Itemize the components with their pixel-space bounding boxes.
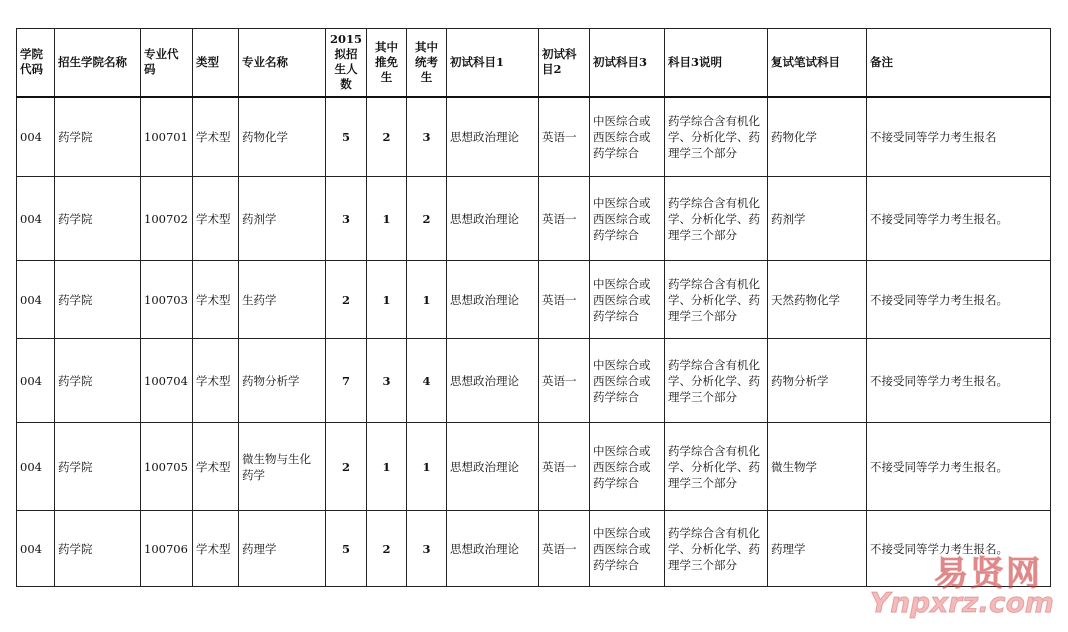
subject3-cell: 中医综合或西医综合或药学综合 (590, 261, 665, 339)
college-code-cell: 004 (17, 511, 55, 587)
major-name-cell: 药物分析学 (239, 339, 326, 423)
major-name-cell: 药物化学 (239, 97, 326, 177)
planned-cell: 5 (326, 511, 367, 587)
table-row (17, 423, 1051, 511)
subject1-cell: 思想政治理论 (447, 511, 539, 587)
major-name-cell: 生药学 (239, 261, 326, 339)
major-code-cell: 100701 (141, 97, 193, 177)
remark-cell: 不接受同等学力考生报名 (867, 97, 1051, 177)
retest-subject-cell: 药物化学 (768, 97, 867, 177)
recommended-cell: 1 (367, 177, 407, 261)
planned-cell: 2 (326, 261, 367, 339)
type-cell: 学术型 (193, 339, 239, 423)
major-code-cell: 100705 (141, 423, 193, 511)
recommended-cell: 2 (367, 97, 407, 177)
remark-cell: 不接受同等学力考生报名。 (867, 423, 1051, 511)
college-name-cell: 药学院 (55, 339, 141, 423)
table-row (17, 339, 1051, 423)
type-cell: 学术型 (193, 97, 239, 177)
table-row (17, 511, 1051, 587)
subject3-cell: 中医综合或西医综合或药学综合 (590, 423, 665, 511)
exam-cell: 3 (407, 511, 447, 587)
subject1-cell: 思想政治理论 (447, 261, 539, 339)
header-college-name: 招生学院名称 (55, 29, 141, 97)
college-name-cell: 药学院 (55, 97, 141, 177)
college-name-cell: 药学院 (55, 511, 141, 587)
major-name-cell: 药剂学 (239, 177, 326, 261)
subject1-cell: 思想政治理论 (447, 339, 539, 423)
exam-cell: 2 (407, 177, 447, 261)
major-code-cell: 100703 (141, 261, 193, 339)
planned-cell: 2 (326, 423, 367, 511)
header-row (17, 29, 1051, 97)
type-cell: 学术型 (193, 261, 239, 339)
type-cell: 学术型 (193, 177, 239, 261)
remark-cell: 不接受同等学力考生报名。 (867, 177, 1051, 261)
recommended-cell: 2 (367, 511, 407, 587)
remark-cell: 不接受同等学力考生报名。 (867, 339, 1051, 423)
college-code-cell: 004 (17, 339, 55, 423)
planned-cell: 7 (326, 339, 367, 423)
planned-cell: 3 (326, 177, 367, 261)
remark-cell: 不接受同等学力考生报名。 (867, 261, 1051, 339)
major-code-cell: 100702 (141, 177, 193, 261)
exam-cell: 1 (407, 261, 447, 339)
college-code-cell: 004 (17, 261, 55, 339)
subject2-cell: 英语一 (539, 261, 590, 339)
admissions-table (16, 28, 1051, 587)
major-name-cell: 微生物与生化药学 (239, 423, 326, 511)
retest-subject-cell: 天然药物化学 (768, 261, 867, 339)
exam-cell: 3 (407, 97, 447, 177)
college-code-cell: 004 (17, 423, 55, 511)
exam-cell: 4 (407, 339, 447, 423)
subject2-cell: 英语一 (539, 511, 590, 587)
college-code-cell: 004 (17, 177, 55, 261)
header-exam: 其中统考生 (407, 29, 447, 97)
retest-subject-cell: 微生物学 (768, 423, 867, 511)
header-college-code: 学院代码 (17, 29, 55, 97)
subject3-note-cell: 药学综合含有机化学、分析化学、药理学三个部分 (665, 423, 768, 511)
recommended-cell: 1 (367, 423, 407, 511)
recommended-cell: 3 (367, 339, 407, 423)
header-subject2: 初试科目2 (539, 29, 590, 97)
subject2-cell: 英语一 (539, 97, 590, 177)
subject3-cell: 中医综合或西医综合或药学综合 (590, 339, 665, 423)
college-name-cell: 药学院 (55, 423, 141, 511)
subject2-cell: 英语一 (539, 177, 590, 261)
subject3-cell: 中医综合或西医综合或药学综合 (590, 177, 665, 261)
subject2-cell: 英语一 (539, 423, 590, 511)
major-name-cell: 药理学 (239, 511, 326, 587)
subject3-note-cell: 药学综合含有机化学、分析化学、药理学三个部分 (665, 261, 768, 339)
header-type: 类型 (193, 29, 239, 97)
type-cell: 学术型 (193, 511, 239, 587)
retest-subject-cell: 药物分析学 (768, 339, 867, 423)
subject2-cell: 英语一 (539, 339, 590, 423)
table-row (17, 177, 1051, 261)
recommended-cell: 1 (367, 261, 407, 339)
watermark-url: Ynpxrz.com (869, 586, 1054, 619)
header-subject3-note: 科目3说明 (665, 29, 768, 97)
header-retest-subject: 复试笔试科目 (768, 29, 867, 97)
subject3-cell: 中医综合或西医综合或药学综合 (590, 511, 665, 587)
header-major-code: 专业代码 (141, 29, 193, 97)
exam-cell: 1 (407, 423, 447, 511)
watermark-title: 易贤网 (934, 554, 1042, 594)
subject1-cell: 思想政治理论 (447, 423, 539, 511)
header-subject1: 初试科目1 (447, 29, 539, 97)
subject3-note-cell: 药学综合含有机化学、分析化学、药理学三个部分 (665, 177, 768, 261)
table-row (17, 97, 1051, 177)
table-row (17, 261, 1051, 339)
subject1-cell: 思想政治理论 (447, 177, 539, 261)
header-major-name: 专业名称 (239, 29, 326, 97)
header-subject3: 初试科目3 (590, 29, 665, 97)
subject3-note-cell: 药学综合含有机化学、分析化学、药理学三个部分 (665, 97, 768, 177)
planned-cell: 5 (326, 97, 367, 177)
remark-cell: 不接受同等学力考生报名。 (867, 511, 1051, 587)
subject3-note-cell: 药学综合含有机化学、分析化学、药理学三个部分 (665, 339, 768, 423)
subject3-cell: 中医综合或西医综合或药学综合 (590, 97, 665, 177)
header-remark: 备注 (867, 29, 1051, 97)
major-code-cell: 100706 (141, 511, 193, 587)
college-name-cell: 药学院 (55, 177, 141, 261)
college-name-cell: 药学院 (55, 261, 141, 339)
subject1-cell: 思想政治理论 (447, 97, 539, 177)
header-recommended: 其中推免生 (367, 29, 407, 97)
major-code-cell: 100704 (141, 339, 193, 423)
college-code-cell: 004 (17, 97, 55, 177)
retest-subject-cell: 药剂学 (768, 177, 867, 261)
type-cell: 学术型 (193, 423, 239, 511)
retest-subject-cell: 药理学 (768, 511, 867, 587)
header-planned: 2015拟招生人数 (326, 29, 367, 97)
subject3-note-cell: 药学综合含有机化学、分析化学、药理学三个部分 (665, 511, 768, 587)
